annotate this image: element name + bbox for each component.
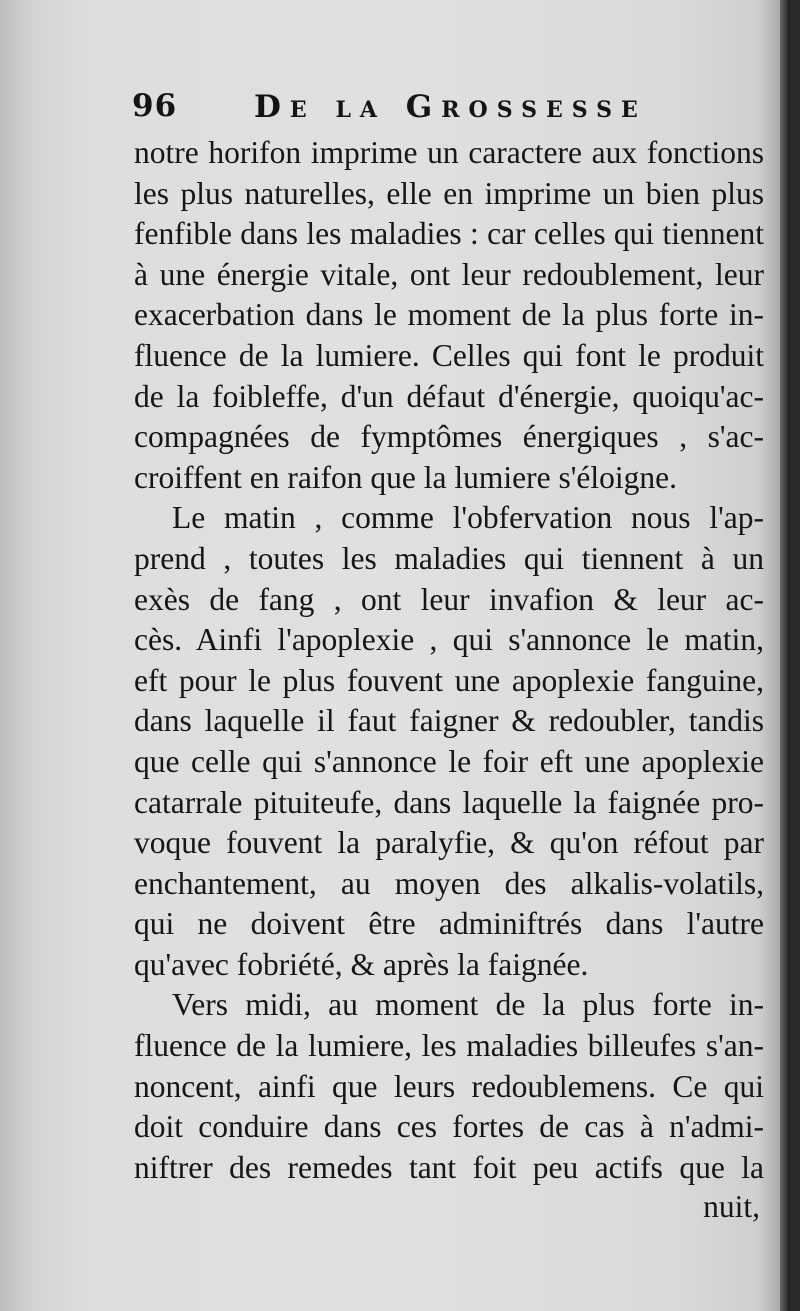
page-header bbox=[132, 84, 762, 130]
text-line: prend , toutes les maladies qui tiennent à un bbox=[134, 540, 764, 576]
text-line: voque fouvent la paralyfie, & qu'on réfout par bbox=[134, 825, 764, 861]
body-text bbox=[134, 133, 764, 1188]
text-line: cès. Ainfi l'apoplexie , qui s'annonce le matin, bbox=[134, 622, 764, 658]
page-edge-shadow bbox=[780, 0, 790, 1311]
text-line: exacerbation dans le moment de la plus forte in- bbox=[134, 297, 764, 333]
text-line: noncent, ainfi que leurs redoublemens. Ce qui bbox=[134, 1068, 764, 1104]
text-line: qui ne doivent être adminiftrés dans l'autre bbox=[134, 906, 764, 942]
text-line: qu'avec fobriété, & après la faignée. bbox=[134, 946, 589, 982]
text-line: doit conduire dans ces fortes de cas à n'admi- bbox=[134, 1109, 764, 1145]
text-line: enchantement, au moyen des alkalis-volatils, bbox=[134, 865, 764, 901]
text-line: exès de fang , ont leur invafion & leur ac- bbox=[134, 581, 764, 617]
text-line: compagnées de fymptômes énergiques , s'ac- bbox=[134, 419, 764, 455]
text-line: croiffent en raifon que la lumiere s'éloigne. bbox=[134, 459, 678, 495]
page-number: 96 bbox=[132, 88, 178, 124]
text-line: Le matin , comme l'obfervation nous l'ap- bbox=[172, 500, 764, 536]
text-line: fluence de la lumiere. Celles qui font le produit bbox=[134, 337, 764, 373]
running-title: De la Grossesse bbox=[254, 89, 647, 125]
catchword: nuit, bbox=[703, 1189, 760, 1224]
text-line: eft pour le plus fouvent une apoplexie fanguine, bbox=[134, 662, 764, 698]
text-line: catarrale pituiteufe, dans laquelle la faignée pro- bbox=[134, 784, 764, 820]
text-line: notre horifon imprime un caractere aux fonctions bbox=[134, 135, 764, 170]
text-line: Vers midi, au moment de la plus forte in- bbox=[172, 987, 764, 1023]
text-line: que celle qui s'annonce le foir eft une apoplexie bbox=[134, 743, 764, 779]
text-line: dans laquelle il faut faigner & redoubler, tandis bbox=[134, 703, 764, 739]
text-line: les plus naturelles, elle en imprime un bien plus bbox=[134, 175, 764, 211]
text-line: niftrer des remedes tant foit peu actifs que la bbox=[134, 1149, 764, 1185]
text-line: de la foibleffe, d'un défaut d'énergie, quoiqu'ac- bbox=[134, 378, 764, 414]
text-line: fenfible dans les maladies : car celles qui tiennent bbox=[134, 216, 764, 252]
text-line: fluence de la lumiere, les maladies billeufes s'an- bbox=[134, 1028, 764, 1064]
text-line: à une énergie vitale, ont leur redoublement, leur bbox=[134, 256, 764, 292]
